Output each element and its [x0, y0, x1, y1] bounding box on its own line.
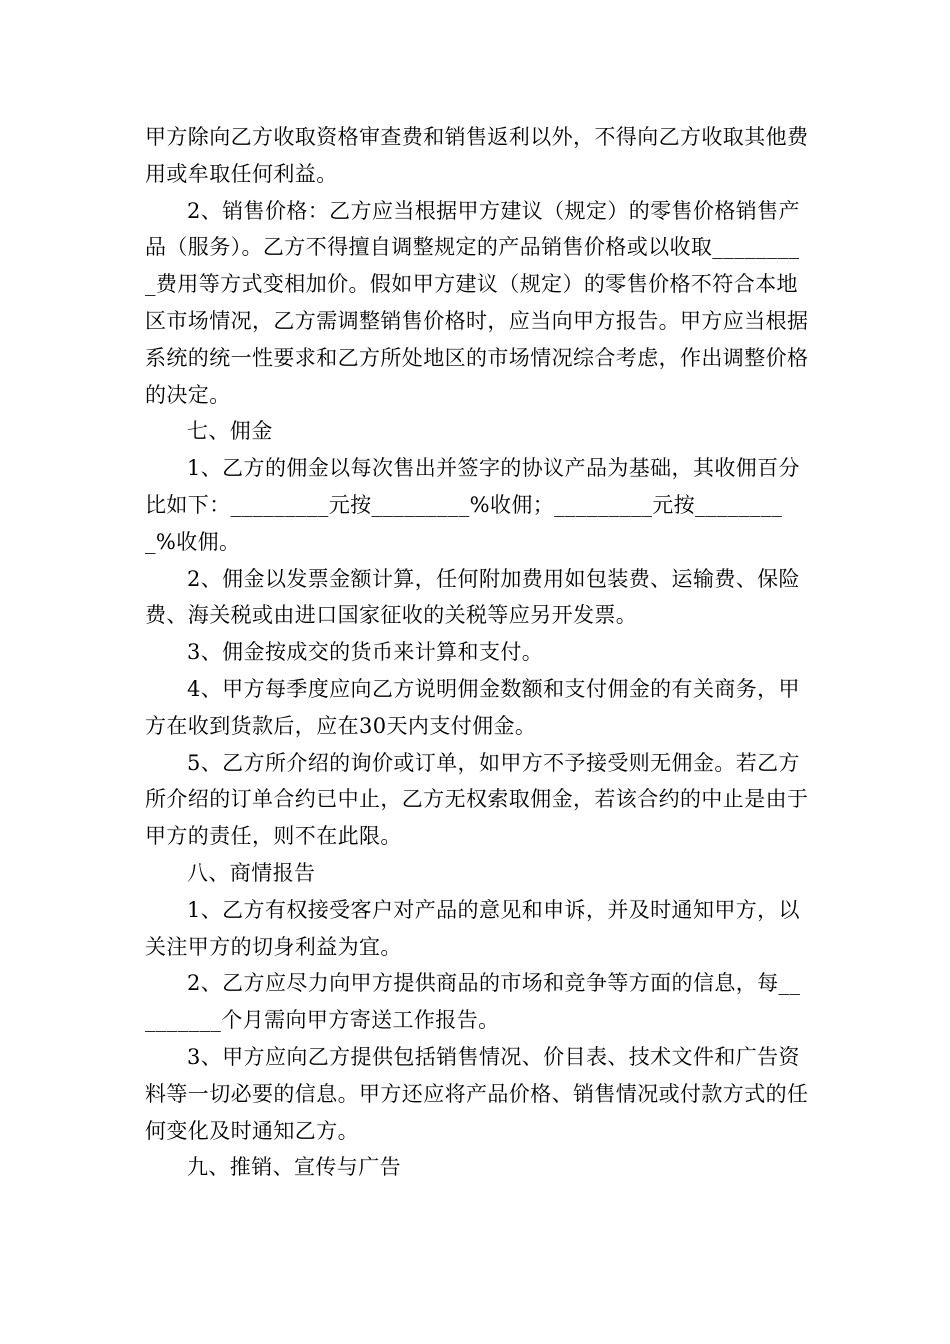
paragraph-commission-exception: 5、乙方所介绍的询价或订单，如甲方不予接受则无佣金。若乙方所介绍的订单合约已中止，乙方无权索取佣金，若该合约的中止是由于甲方的责任，则不在此限。	[145, 750, 809, 849]
section-heading-promotion: 九、推销、宣传与广告	[187, 1155, 401, 1180]
paragraph-commission-invoice: 2、佣金以发票金额计算，任何附加费用如包装费、运输费、保险费、海关税或由进口国家征收的关税等应另开发票。	[145, 566, 800, 628]
section-heading-commission: 七、佣金	[187, 419, 273, 444]
paragraph-work-report: 2、乙方应尽力向甲方提供商品的市场和竞争等方面的信息，每_________个月需向甲方寄送工作报告。	[145, 971, 801, 1033]
paragraph-fee-restriction: 甲方除向乙方收取资格审查费和销售返利以外，不得向乙方收取其他费用或牟取任何利益。	[145, 125, 809, 186]
paragraph-commission-payment: 4、甲方每季度应向乙方说明佣金数额和支付佣金的有关商务，甲方在收到货款后，应在30天内支付佣金。	[145, 676, 800, 738]
paragraph-sales-price: 2、销售价格：乙方应当根据甲方建议（规定）的零售价格销售产品（服务）。乙方不得擅自调整规定的产品销售价格或以收取_________费用等方式变相加价。假如甲方建议（规定）的零售价格不符合本地区市场情况，乙方需调整销售价格时，应当向甲方报告。甲方应当根据系统的统一性要求和乙方所处地区的市场情况综合考虑，作出调整价格的决定。	[145, 198, 809, 407]
paragraph-customer-feedback: 1、乙方有权接受客户对产品的意见和申诉，并及时通知甲方，以关注甲方的切身利益为宜。	[145, 897, 800, 959]
document-body	[145, 119, 810, 1186]
section-heading-market-report: 八、商情报告	[187, 860, 316, 885]
paragraph-commission-rate: 1、乙方的佣金以每次售出并签字的协议产品为基础，其收佣百分比如下：_________元按_________%收佣；_________元按_________%收佣。	[145, 456, 800, 554]
paragraph-information-supply: 3、甲方应向乙方提供包括销售情况、价目表、技术文件和广告资料等一切必要的信息。甲方还应将产品价格、销售情况或付款方式的任何变化及时通知乙方。	[145, 1044, 809, 1143]
paragraph-commission-currency: 3、佣金按成交的货币来计算和支付。	[187, 640, 544, 665]
